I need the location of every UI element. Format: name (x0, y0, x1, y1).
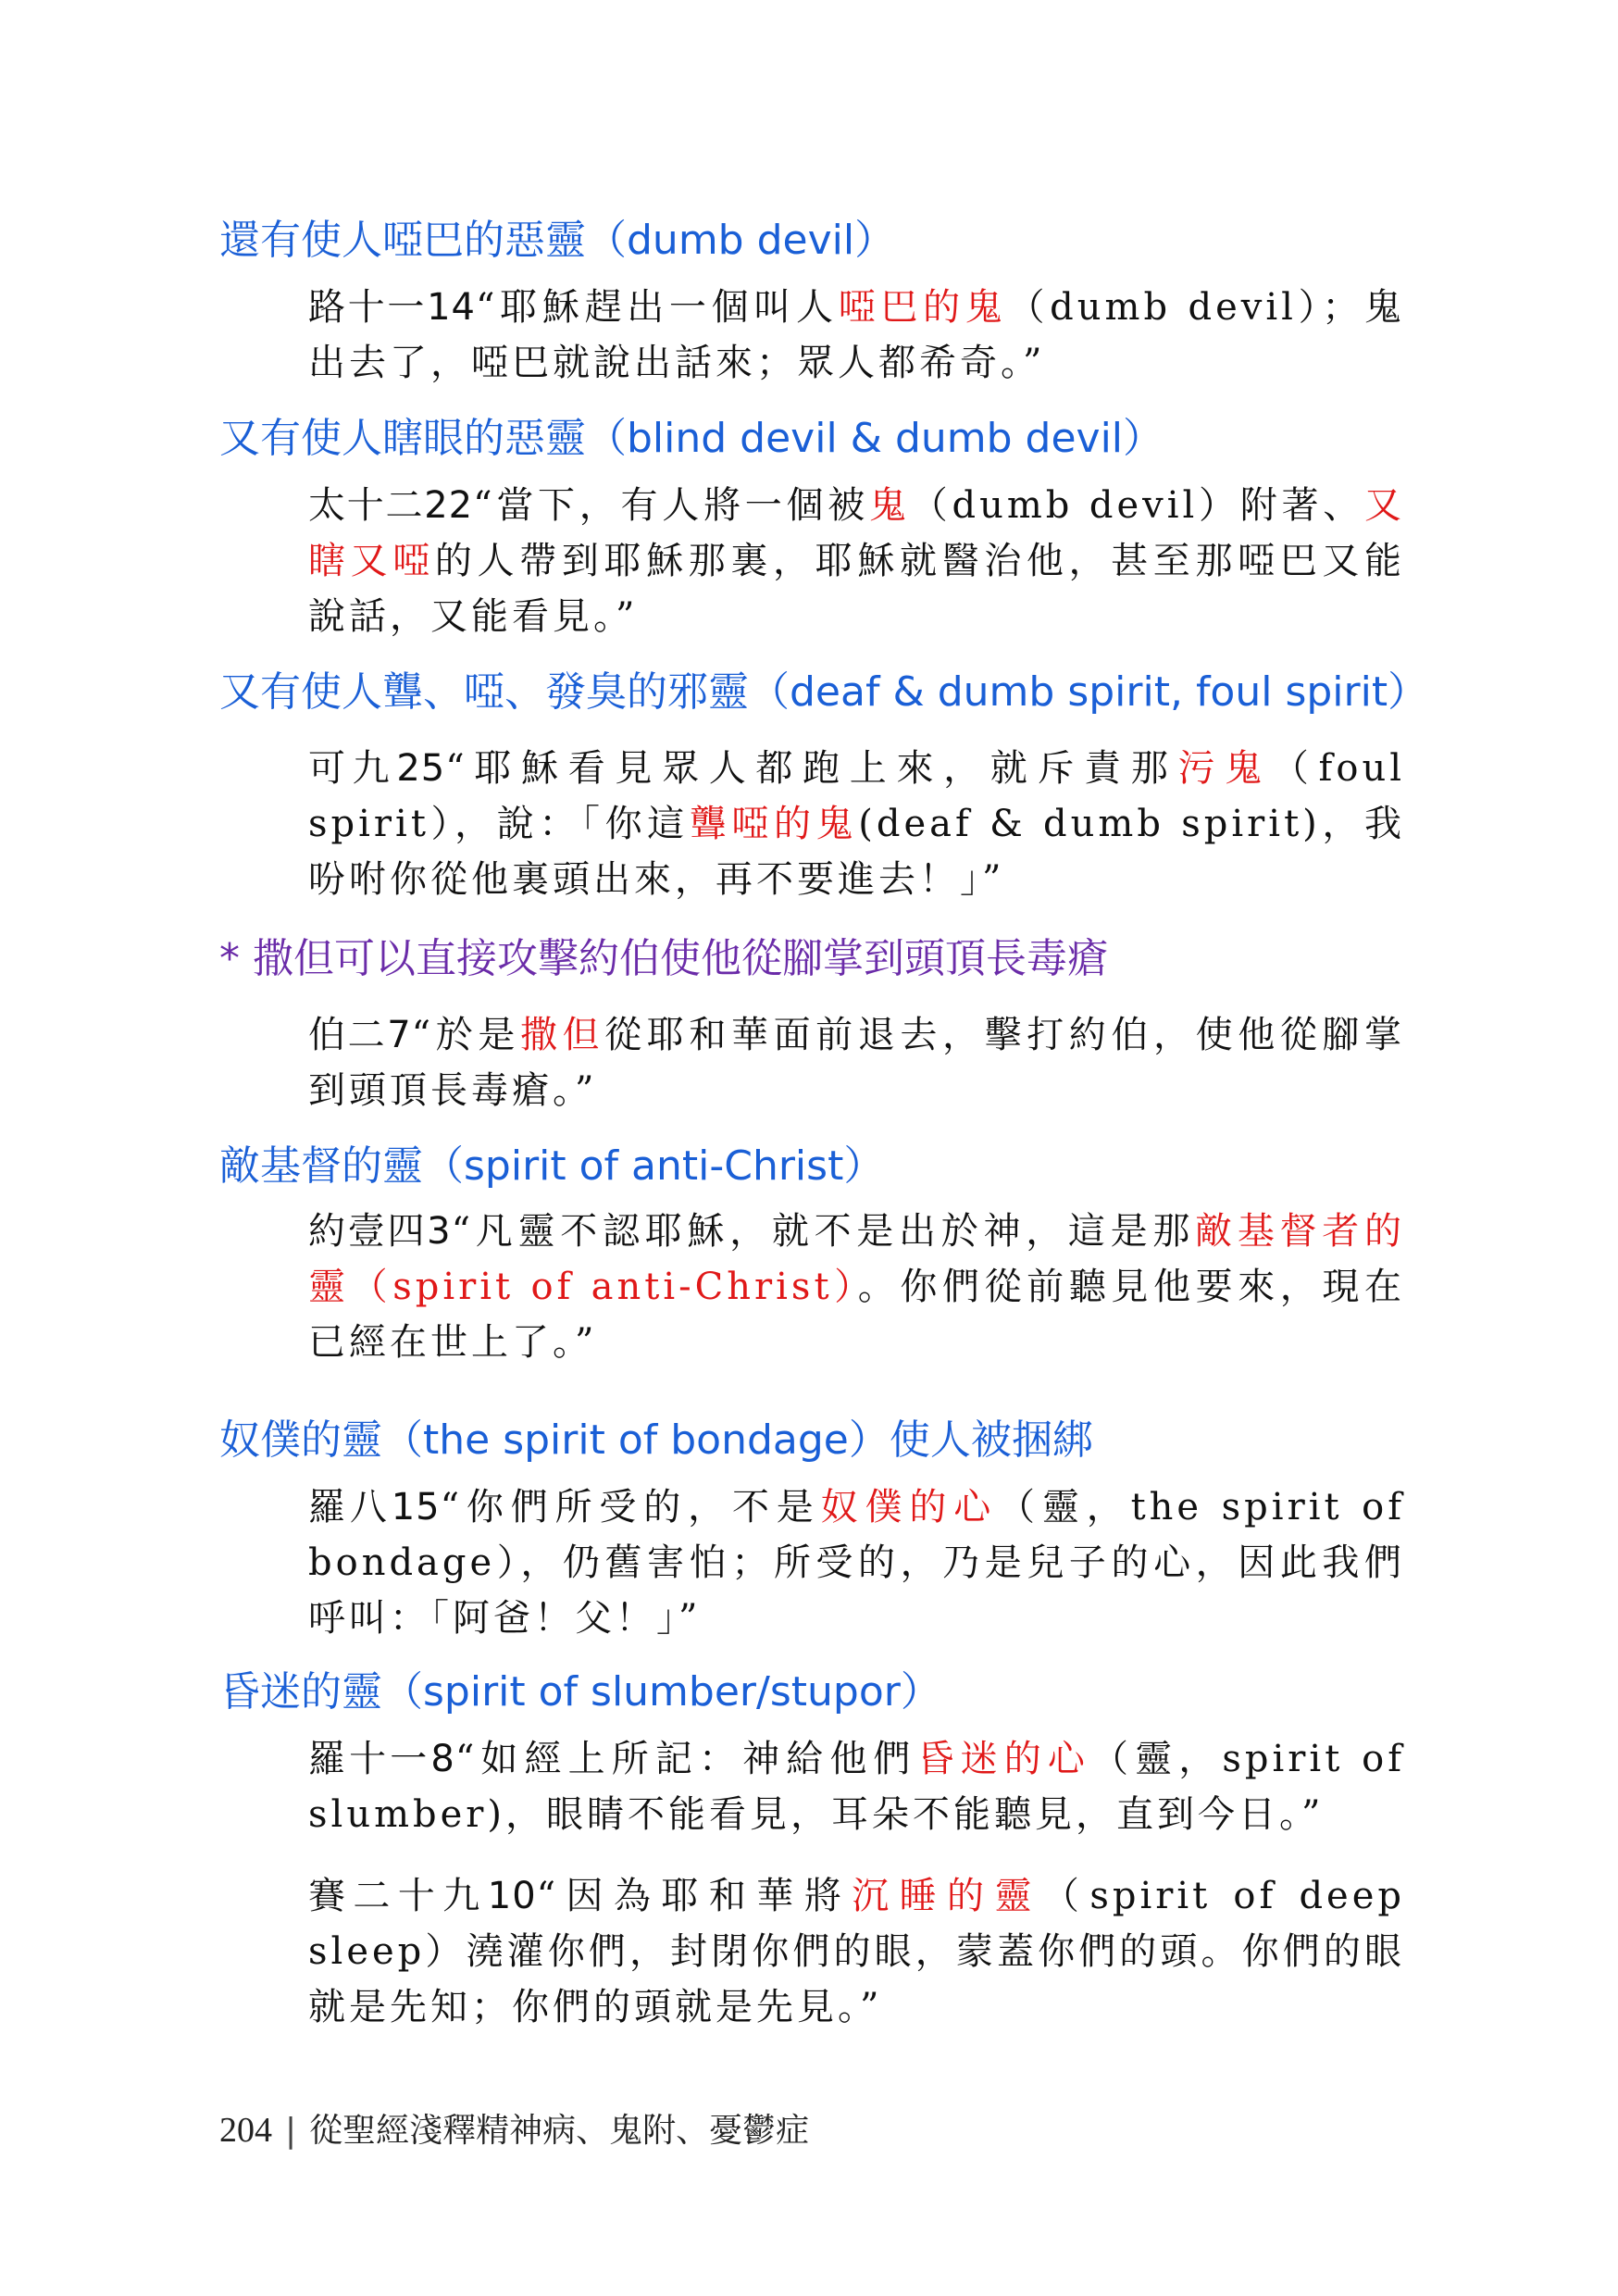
page-footer (219, 2109, 809, 2152)
section-heading-dumb-devil: 還有使人啞巴的惡靈（dumb devil） (219, 217, 896, 264)
verse-reference: 可九25 (308, 747, 446, 790)
section-heading-satan-job: * 撒但可以直接攻擊約伯使他從腳掌到頭頂長毒瘡 (219, 935, 1108, 982)
verse-text: （靈，the spirit of bondage），仍舊害怕；所受的，乃是兒子的心，因此我們呼叫：「阿爸！父！」” (308, 1486, 1406, 1640)
verse-matthew-12-22 (308, 478, 1405, 644)
verse-mark-9-25 (308, 741, 1405, 907)
verse-highlight: 奴僕的心 (820, 1486, 999, 1529)
verse-romans-8-15 (308, 1479, 1405, 1646)
verse-text: “凡靈不認耶穌，就不是出於神，這是那 (451, 1210, 1196, 1253)
verse-isaiah-29-10 (308, 1868, 1405, 2035)
verse-highlight: 撒但 (519, 1014, 605, 1056)
verse-text: 。你們從前聽見他要來，現在已經在世上了。” (308, 1266, 1406, 1364)
verse-text: （靈，spirit of slumber)，眼睛不能看見，耳朵不能聽見，直到今日。” (308, 1738, 1406, 1836)
section-heading-anti-christ: 敵基督的靈（spirit of anti-Christ） (219, 1142, 885, 1190)
page-number: 204 (219, 2111, 272, 2150)
verse-text: “耶穌趕出一個叫人 (475, 286, 839, 329)
verse-text: （foul spirit），說：「你這 (308, 747, 1405, 845)
section-heading-bondage: 奴僕的靈（the spirit of bondage）使人被捆綁 (219, 1416, 1093, 1464)
book-title: 從聖經淺釋精神病、鬼附、憂鬱症 (309, 2112, 810, 2150)
section-heading-blind-devil: 又有使人瞎眼的惡靈（blind devil & dumb devil） (219, 415, 1164, 462)
verse-reference: 約壹四3 (308, 1210, 452, 1253)
verse-reference: 路十一14 (308, 286, 476, 329)
verse-reference: 羅十一8 (308, 1738, 455, 1780)
verse-highlight: 聾啞的鬼 (689, 803, 859, 845)
section-heading-deaf-dumb-spirit: 又有使人聾、啞、發臭的邪靈（deaf & dumb spirit, foul spirit） (219, 668, 1429, 716)
verse-job-2-7 (308, 1007, 1405, 1118)
verse-highlight: 又瞎又啞 (308, 484, 1406, 582)
verse-reference: 太十二22 (308, 484, 474, 527)
verse-highlight: 敵基督者的靈（spirit of anti-Christ） (308, 1210, 1406, 1308)
verse-text: “因為耶和華將 (536, 1875, 853, 1917)
verse-text: （dumb devil）附著、 (910, 484, 1365, 527)
verse-text: 的人帶到耶穌那裏，耶穌就醫治他，甚至那啞巴又能說話，又能看見。” (308, 540, 1406, 638)
verse-text: “你們所受的，不是 (440, 1486, 821, 1529)
footer-separator: | (285, 2112, 297, 2150)
verse-text: “當下，有人將一個被 (473, 484, 869, 527)
verse-text: （dumb devil）；鬼出去了，啞巴就說出話來；眾人都希奇。” (308, 286, 1406, 384)
verse-highlight: 啞巴的鬼 (838, 286, 1008, 329)
verse-highlight: 鬼 (869, 484, 911, 527)
section-heading-slumber: 昏迷的靈（spirit of slumber/stupor） (219, 1668, 941, 1716)
verse-reference: 伯二7 (308, 1014, 412, 1056)
verse-highlight: 污鬼 (1177, 747, 1272, 790)
verse-reference: 羅八15 (308, 1486, 441, 1529)
verse-romans-11-8 (308, 1731, 1405, 1842)
verse-text: “於是 (411, 1014, 520, 1056)
verse-1john-4-3 (308, 1204, 1405, 1370)
verse-text: （spirit of deep sleep）澆灌你們，封閉你們的眼，蒙蓋你們的頭。你們的眼就是先知；你們的頭就是先見。” (308, 1875, 1405, 2028)
verse-reference: 賽二十九10 (308, 1875, 537, 1917)
verse-text: 從耶和華面前退去，擊打約伯，使他從腳掌到頭頂長毒瘡。” (308, 1014, 1406, 1112)
verse-luke-11-14 (308, 280, 1405, 391)
verse-text: (deaf & dumb spirit)，我吩咐你從他裏頭出來，再不要進去！」” (308, 803, 1405, 901)
verse-text: “耶穌看見眾人都跑上來，就斥責那 (445, 747, 1178, 790)
verse-highlight: 沉睡的靈 (852, 1875, 1042, 1917)
verse-text: “如經上所記：神給他們 (454, 1738, 917, 1780)
verse-highlight: 昏迷的心 (916, 1738, 1092, 1780)
